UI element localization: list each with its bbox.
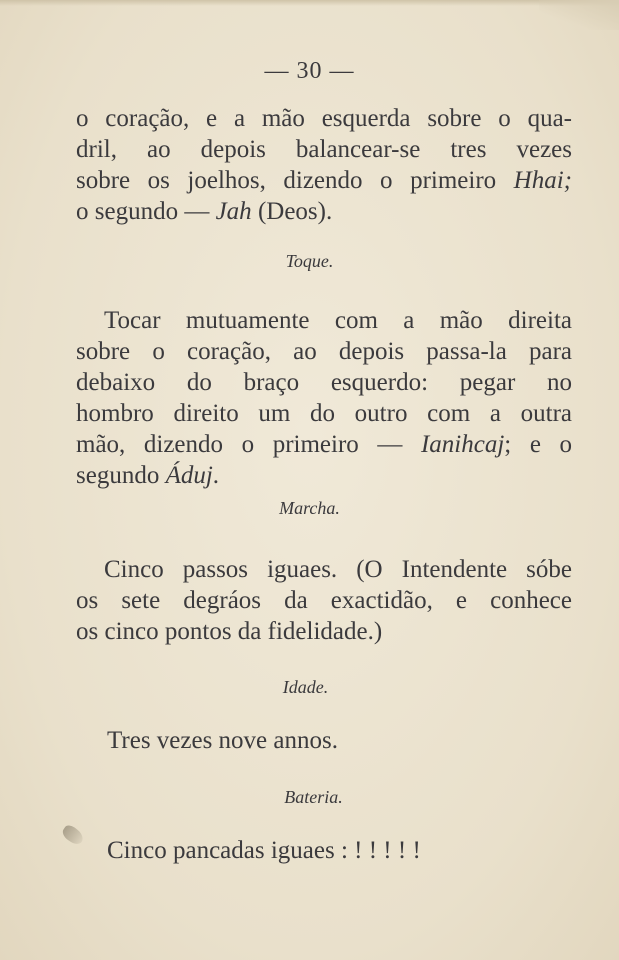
page-corner-fold	[539, 0, 619, 30]
paragraph-2-line-5	[76, 429, 572, 460]
paragraph-3	[76, 554, 572, 647]
heading-bateria: Bateria.	[284, 787, 343, 807]
paragraph-2-line-6-text: segundo	[76, 462, 166, 489]
paragraph-3-line-1: Cinco passos iguaes. (O Intendente sóbe	[104, 556, 572, 583]
paragraph-1-italic-jah: Jah	[215, 198, 252, 225]
paragraph-1	[76, 103, 572, 227]
paragraph-2-line-3: debaixo do braço esquerdo: pegar no	[76, 369, 572, 396]
paragraph-1-line-1: o coração, e a mão esquerda sobre o qua-	[76, 105, 572, 132]
paragraph-2-italic-aduj: Áduj	[165, 462, 213, 489]
paragraph-2-line-1: Tocar mutuamente com a mão direita	[104, 307, 572, 334]
paragraph-1-line-4-text: o segundo —	[76, 198, 216, 225]
ink-smudge	[60, 823, 86, 847]
paragraph-1-italic-hhai: Hhai;	[513, 167, 572, 194]
paragraph-3-line-3: os cinco pontos da fidelidade.)	[76, 618, 383, 645]
heading-idade: Idade.	[282, 677, 329, 697]
paragraph-2-line-5-tail: ; e o	[504, 431, 572, 458]
paragraph-3-line-2: os sete degráos da exactidão, e conhece	[76, 587, 572, 614]
paragraph-2	[76, 305, 572, 491]
paragraph-2-line-2: sobre o coração, ao depois passa-la para	[76, 338, 572, 365]
paragraph-1-line-2: dril, ao depois balancear-se tres vezes	[76, 136, 572, 163]
bateria-text: Cinco pancadas iguaes : ! ! ! ! !	[107, 837, 421, 864]
paragraph-2-line-6	[76, 460, 572, 491]
page-top-edge	[0, 0, 619, 6]
heading-toque: Toque.	[285, 251, 334, 271]
paragraph-2-italic-ianihcaj: Ianihcaj	[420, 431, 505, 458]
paragraph-1-line-3-text: sobre os joelhos, dizendo o primeiro	[76, 167, 514, 194]
paragraph-1-line-3	[76, 165, 572, 196]
paragraph-2-line-6-tail: .	[212, 462, 220, 489]
paragraph-2-line-4: hombro direito um do outro com a outra	[76, 400, 572, 427]
paragraph-2-line-5-text: mão, dizendo o primeiro —	[76, 431, 421, 458]
paragraph-1-line-4-tail: (Deos).	[251, 198, 333, 225]
idade-text: Tres vezes nove annos.	[107, 727, 338, 754]
paragraph-1-line-4	[76, 196, 572, 227]
heading-marcha: Marcha.	[279, 498, 340, 518]
page-number: — 30 —	[264, 58, 355, 84]
